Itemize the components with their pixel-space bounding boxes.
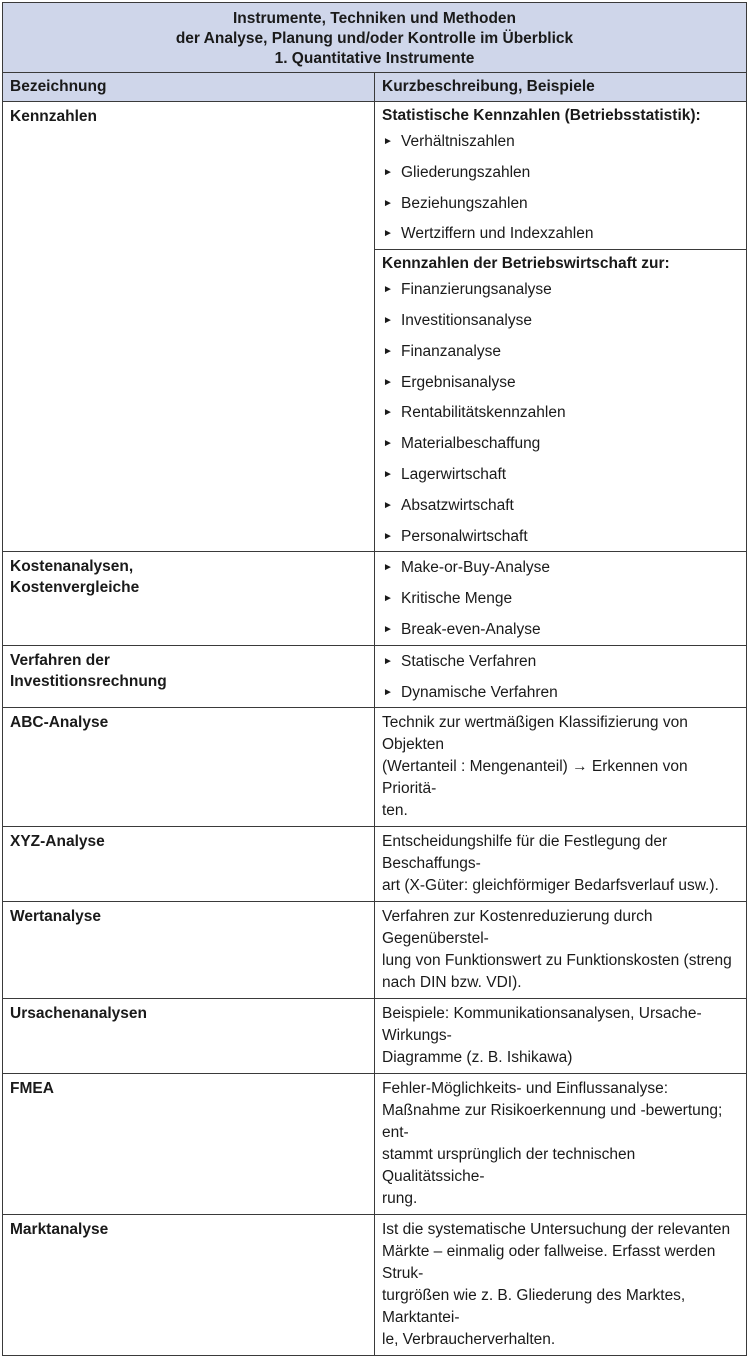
title-line-3: 1. Quantitative Instrumente <box>274 50 475 67</box>
table-row-wertanalyse <box>3 902 747 999</box>
bullet-icon: ► <box>383 655 393 667</box>
table-row-fmea <box>3 1074 747 1215</box>
row-description <box>375 102 747 552</box>
row-name: Verfahren der Investitionsrechnung <box>3 645 375 708</box>
bullet-icon: ► <box>383 438 393 450</box>
table-row-xyz-analyse <box>3 827 747 902</box>
bullet-icon: ► <box>383 562 393 574</box>
row-name: Kostenanalysen, Kostenvergleiche <box>3 552 375 645</box>
bullet-icon: ► <box>383 284 393 296</box>
bullet-icon: ► <box>383 499 393 511</box>
bullet-list <box>375 126 746 249</box>
group-heading: Kennzahlen der Betriebswirtschaft zur: <box>382 255 670 273</box>
row-name: Marktanalyse <box>3 1215 375 1356</box>
list-item: ► Absatzwirtschaft <box>382 490 739 521</box>
bullet-icon: ► <box>383 345 393 357</box>
bullet-icon: ► <box>383 593 393 605</box>
bullet-icon: ► <box>383 468 393 480</box>
list-item: ► Kritische Menge <box>382 583 739 614</box>
list-item: ► Ergebnisanalyse <box>382 367 739 398</box>
bullet-icon: ► <box>383 623 393 635</box>
list-item: ► Dynamische Verfahren <box>382 677 739 708</box>
list-item: ► Make-or-Buy-Analyse <box>382 552 739 583</box>
list-item: ► Materialbeschaffung <box>382 428 739 459</box>
bullet-list <box>375 646 746 708</box>
list-item: ► Investitionsanalyse <box>382 305 739 336</box>
statistical-kpi-group <box>375 102 746 250</box>
table-row-kostenanalysen <box>3 552 747 645</box>
table-row-marktanalyse <box>3 1215 747 1356</box>
bullet-icon: ► <box>383 197 393 209</box>
bullet-list <box>375 552 746 644</box>
list-item: ► Break-even-Analyse <box>382 614 739 645</box>
row-description: Entscheidungshilfe für die Festlegung der Beschaffungs- art (X-Güter: gleichförmiger Bedarfsverlauf usw.). <box>375 827 747 902</box>
list-item: ► Lagerwirtschaft <box>382 459 739 490</box>
row-description: Fehler-Möglichkeits- und Einflussanalyse: Maßnahme zur Risikoerkennung und -bewertung; ent- stammt ursprünglich der technischen Qualitätssiche- rung. <box>375 1074 747 1215</box>
bullet-icon: ► <box>383 136 393 147</box>
list-item: ► Beziehungszahlen <box>382 188 739 219</box>
bullet-icon: ► <box>383 530 393 542</box>
list-item: ► Wertziffern und Indexzahlen <box>382 218 739 249</box>
row-name: Kennzahlen <box>3 102 375 552</box>
group-heading: Statistische Kennzahlen (Betriebsstatistik): <box>382 107 701 124</box>
row-name: ABC-Analyse <box>3 708 375 827</box>
table-row-ursachenanalysen <box>3 999 747 1074</box>
bullet-icon: ► <box>383 166 393 178</box>
list-item: ► Personalwirtschaft <box>382 521 739 552</box>
list-item: ► Statische Verfahren <box>382 646 739 677</box>
row-name: Ursachenanalysen <box>3 999 375 1074</box>
row-description: Ist die systematische Untersuchung der relevanten Märkte – einmalig oder fallweise. Erfasst werden Struk- turgrößen wie z. B. Gliederung des Marktes, Marktantei- le, Verbraucherverhalten. <box>375 1215 747 1356</box>
column-header-kurzbeschreibung: Kurzbeschreibung, Beispiele <box>375 73 747 102</box>
table-row-kennzahlen <box>3 102 747 552</box>
column-header-bezeichnung: Bezeichnung <box>3 73 375 102</box>
title-line-1: Instrumente, Techniken und Methoden <box>232 10 517 27</box>
bullet-icon: ► <box>383 376 393 388</box>
row-description: Beispiele: Kommunikationsanalysen, Ursache-Wirkungs- Diagramme (z. B. Ishikawa) <box>375 999 747 1074</box>
bullet-icon: ► <box>383 228 393 240</box>
table-row-investitionsrechnung <box>3 645 747 708</box>
bullet-icon: ► <box>383 314 393 326</box>
list-item: ► Gliederungszahlen <box>382 157 739 188</box>
title-row <box>3 3 747 73</box>
row-name: XYZ-Analyse <box>3 827 375 902</box>
table-row-abc-analyse <box>3 708 747 827</box>
row-name: FMEA <box>3 1074 375 1215</box>
list-item: ► Rentabilitätskennzahlen <box>382 397 739 428</box>
row-description <box>375 552 747 645</box>
row-description: Verfahren zur Kostenreduzierung durch Gegenüberstel- lung von Funktionswert zu Funktionskosten (streng nach DIN bzw. VDI). <box>375 902 747 999</box>
bullet-icon: ► <box>383 686 393 698</box>
bullet-list <box>375 274 746 551</box>
header-row <box>3 73 747 102</box>
row-name: Wertanalyse <box>3 902 375 999</box>
table-title <box>3 3 747 73</box>
row-description: Technik zur wertmäßigen Klassifizierung von Objekten (Wertanteil : Mengenanteil) → Erkennen von Prioritä- ten. <box>375 708 747 827</box>
title-line-2: der Analyse, Planung und/oder Kontrolle im Überblick <box>175 30 574 47</box>
row-description <box>375 645 747 708</box>
list-item: ► Verhältniszahlen <box>382 126 739 157</box>
list-item: ► Finanzanalyse <box>382 336 739 367</box>
bullet-icon: ► <box>383 407 393 419</box>
business-kpi-group <box>375 250 746 551</box>
list-item: ► Finanzierungsanalyse <box>382 274 739 305</box>
